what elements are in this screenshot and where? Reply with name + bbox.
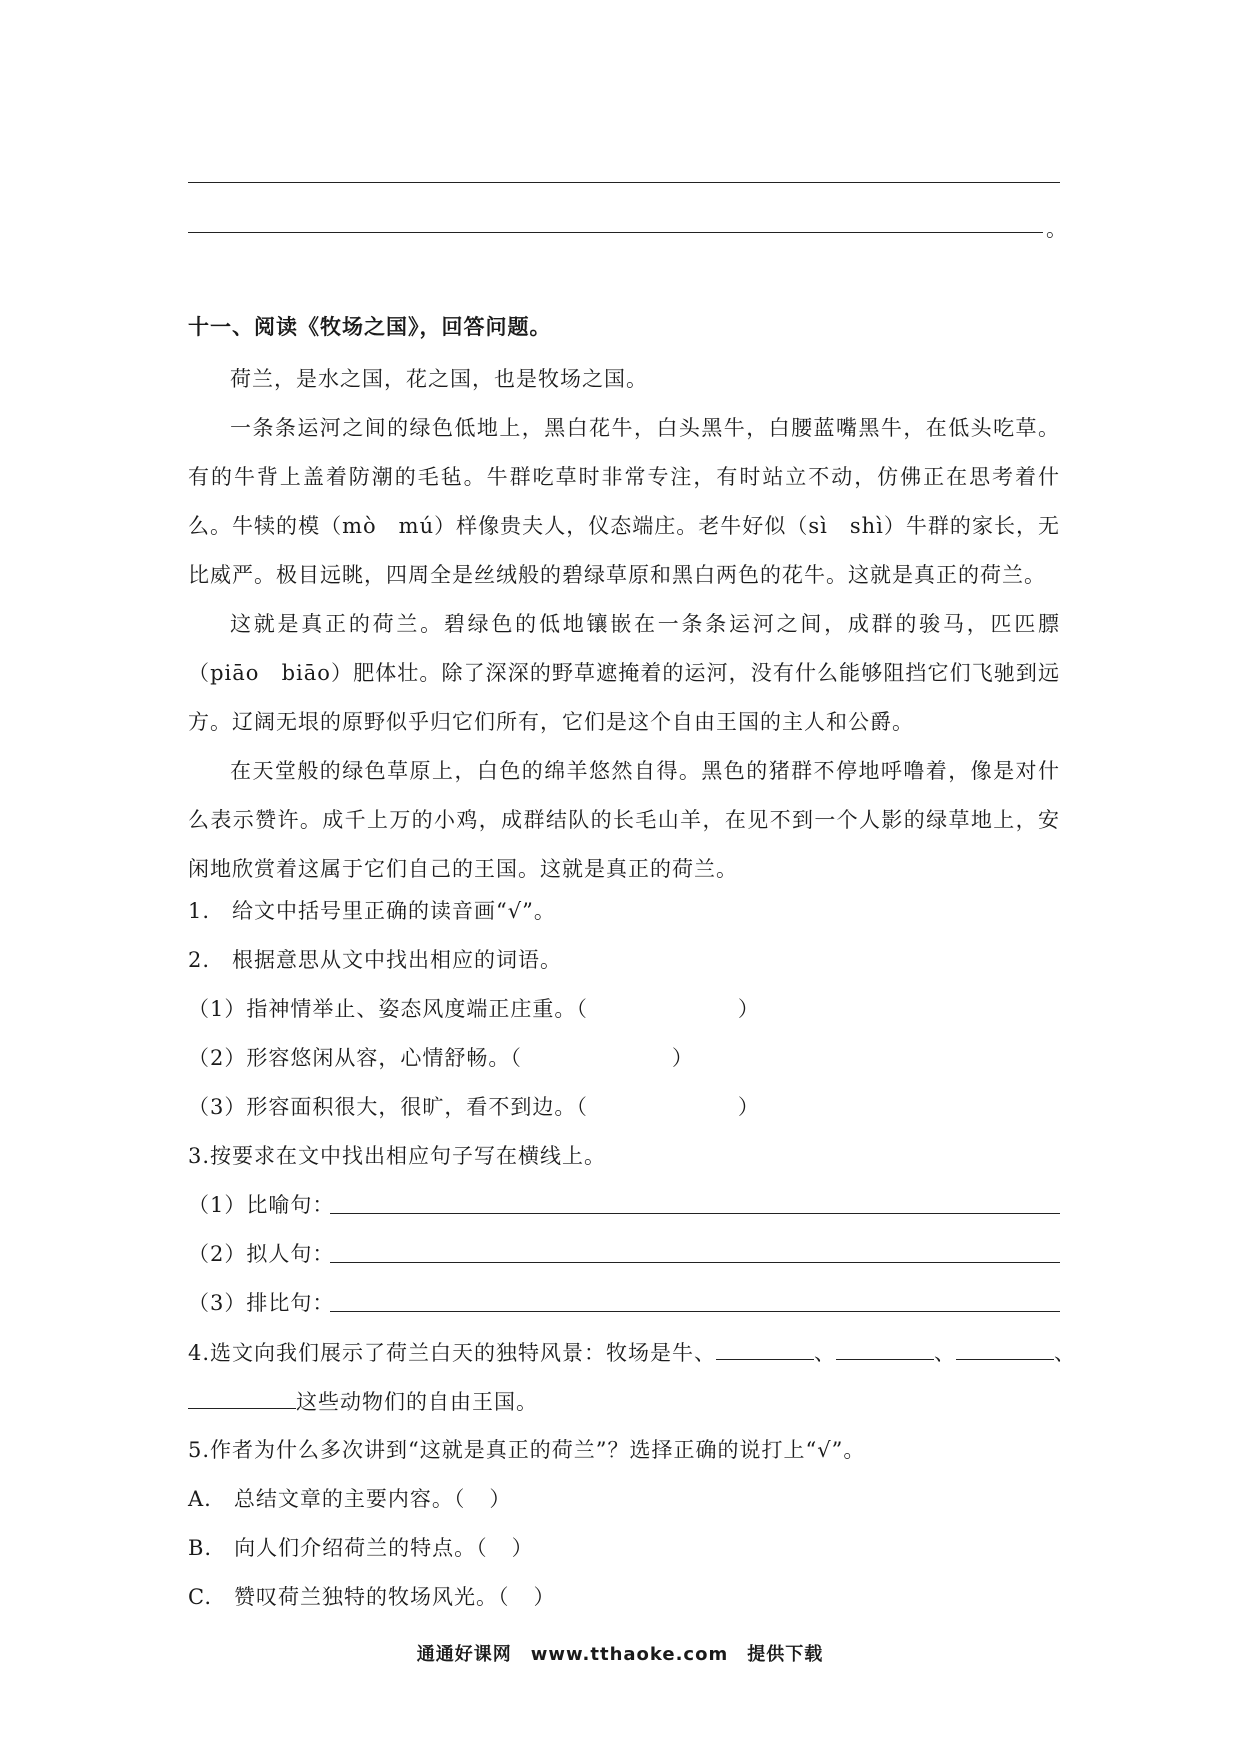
question-2: 2. 根据意思从文中找出相应的词语。 <box>188 948 563 972</box>
q3-item-label: （1）比喻句： <box>188 1193 335 1217</box>
q5-option[interactable] <box>188 1582 556 1612</box>
question-5: 5.作者为什么多次讲到“这就是真正的荷兰”？选择正确的说打上“√”。 <box>188 1438 866 1462</box>
question-4 <box>188 1337 1076 1368</box>
question-4-cont <box>188 1386 538 1417</box>
separator: 、 <box>1054 1341 1077 1365</box>
q2-item-label: （3）形容面积很大，很旷，看不到边。（ <box>188 1095 588 1119</box>
q2-item-label: （2）形容悠闲从容，心情舒畅。（ <box>188 1046 522 1070</box>
answer-blank[interactable] <box>956 1337 1054 1360</box>
passage-paragraph: 一条条运河之间的绿色低地上，黑白花牛，白头黑牛，白腰蓝嘴黑牛，在低头吃草。有的牛背上盖着防潮的毛毡。牛群吃草时非常专注，有时站立不动，仿佛正在思考着什么。牛犊的模（mò mú）样像贵夫人，仪态端庄。老牛好似（sì shì）牛群的家长，无比威严。极目远眺，四周全是丝绒般的碧绿草原和黑白两色的花牛。这就是真正的荷兰。 <box>188 416 1060 587</box>
question-1: 1. 给文中括号里正确的读音画“√”。 <box>188 899 556 923</box>
option-close: ） <box>533 1585 556 1609</box>
q2-item-close: ） <box>737 1095 760 1119</box>
q3-item-label: （3）排比句： <box>188 1291 335 1315</box>
page-footer: 通通好课网 www.tthaoke.com 提供下载 <box>416 1644 824 1665</box>
passage-paragraph: 这就是真正的荷兰。碧绿色的低地镶嵌在一条条运河之间，成群的骏马，匹匹膘（piāo biāo）肥体壮。除了深深的野草遮掩着的运河，没有什么能够阻挡它们飞驰到远方。辽阔无垠的原野似乎归它们所有，它们是这个自由王国的主人和公爵。 <box>188 612 1060 734</box>
end-mark: 。 <box>1046 217 1068 241</box>
passage-paragraph: 荷兰，是水之国，花之国，也是牧场之国。 <box>230 367 648 391</box>
q2-item <box>188 1043 694 1073</box>
answer-line[interactable] <box>330 1213 1060 1214</box>
option-text: A. 总结文章的主要内容。（ <box>188 1487 466 1511</box>
q5-option[interactable] <box>188 1533 534 1563</box>
q2-item-label: （1）指神情举止、姿态风度端正庄重。（ <box>188 997 588 1021</box>
answer-line[interactable] <box>330 1311 1060 1312</box>
question-4-tail: 这些动物们的自由王国。 <box>296 1390 538 1414</box>
q5-option[interactable] <box>188 1484 511 1514</box>
question-4-text: 4.选文向我们展示了荷兰白天的独特风景：牧场是牛、 <box>188 1341 717 1365</box>
answer-line[interactable] <box>330 1262 1060 1263</box>
section-title: 十一、阅读《牧场之国》，回答问题。 <box>188 314 552 339</box>
question-3: 3.按要求在文中找出相应句子写在横线上。 <box>188 1144 607 1168</box>
option-close: ） <box>511 1536 534 1560</box>
answer-blank[interactable] <box>836 1337 934 1360</box>
answer-line[interactable] <box>188 232 1043 233</box>
q2-item <box>188 994 760 1024</box>
option-close: ） <box>489 1487 512 1511</box>
answer-line[interactable] <box>188 182 1060 183</box>
separator: 、 <box>934 1341 957 1365</box>
q2-item <box>188 1092 760 1122</box>
option-text: B. 向人们介绍荷兰的特点。（ <box>188 1536 488 1560</box>
separator: 、 <box>814 1341 837 1365</box>
q3-item-label: （2）拟人句： <box>188 1242 335 1266</box>
answer-blank[interactable] <box>188 1386 296 1409</box>
answer-blank[interactable] <box>716 1337 814 1360</box>
q2-item-close: ） <box>671 1046 694 1070</box>
q2-item-close: ） <box>737 997 760 1021</box>
passage-paragraph: 在天堂般的绿色草原上，白色的绵羊悠然自得。黑色的猪群不停地呼噜着，像是对什么表示赞许。成千上万的小鸡，成群结队的长毛山羊，在见不到一个人影的绿草地上，安闲地欣赏着这属于它们自己的王国。这就是真正的荷兰。 <box>188 759 1060 881</box>
option-text: C. 赞叹荷兰独特的牧场风光。（ <box>188 1585 510 1609</box>
